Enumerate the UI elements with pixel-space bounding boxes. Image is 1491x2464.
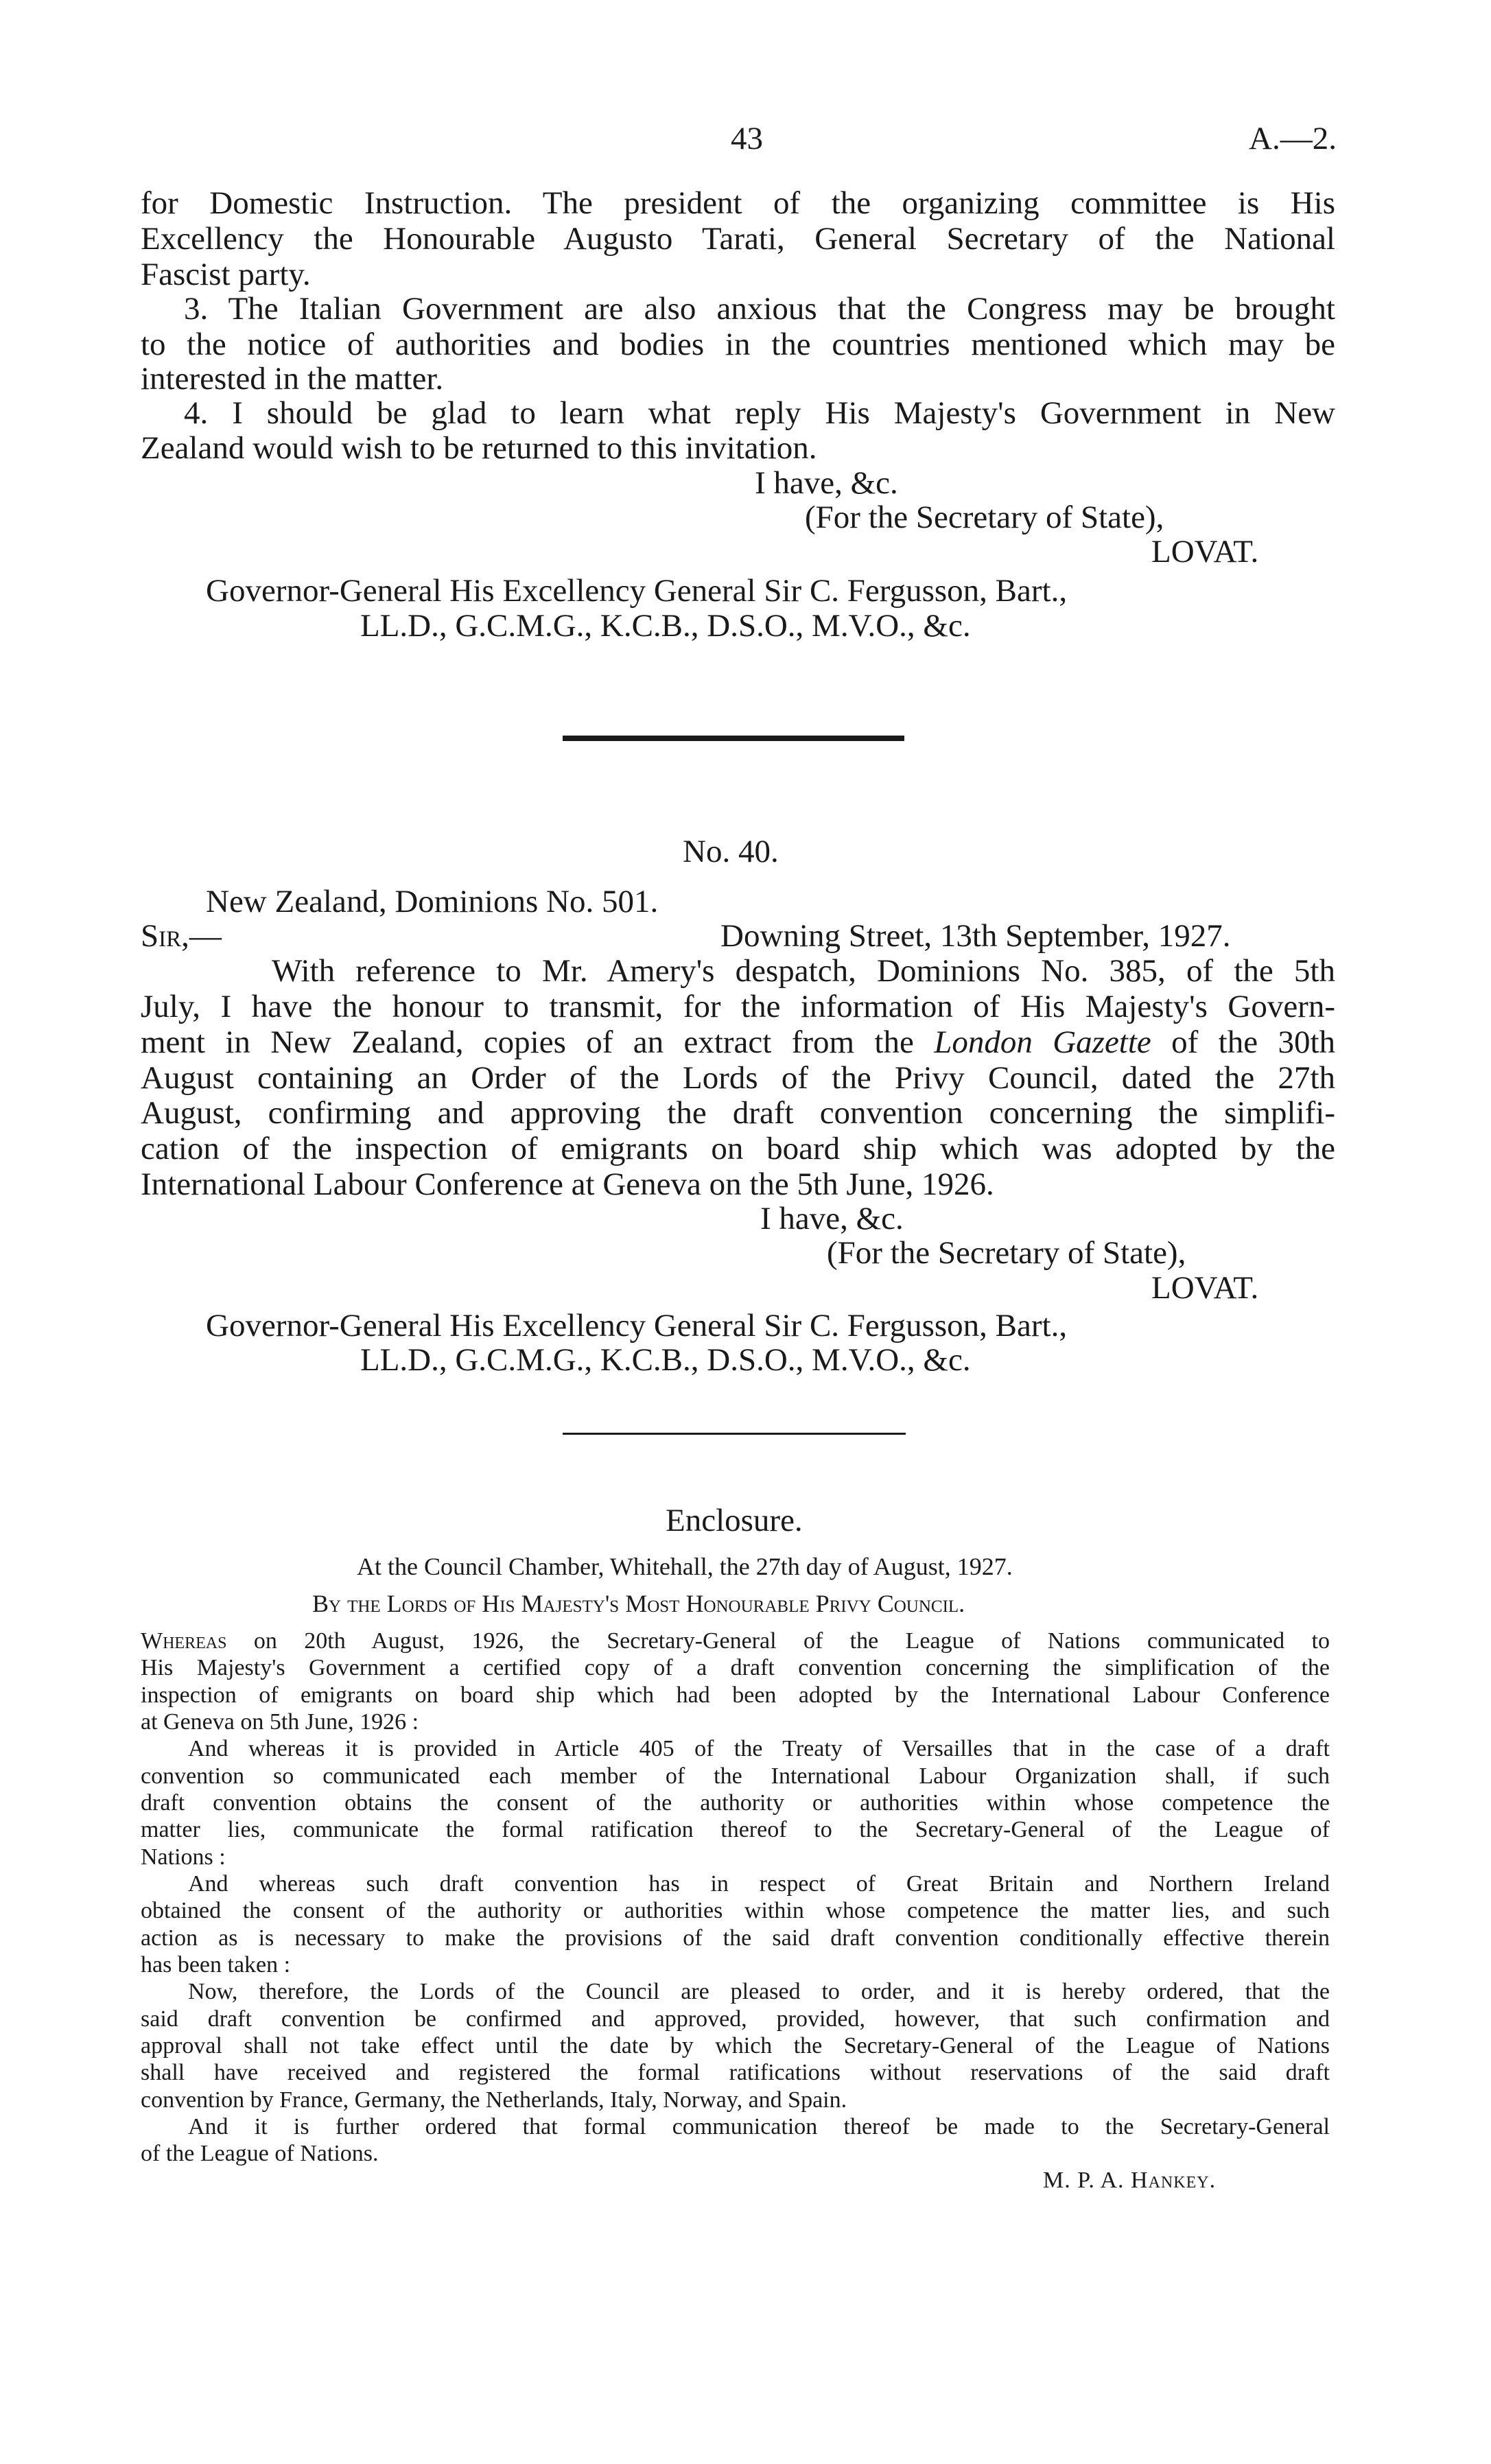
enclosure-title: Enclosure.: [666, 1503, 803, 1538]
paragraph-line: Nations :: [141, 1844, 226, 1870]
paragraph-line: draft convention obtains the consent of the authority or authorities within whose competence the: [141, 1790, 1330, 1816]
page-number: 43: [731, 121, 763, 156]
paragraph-line: shall have received and registered the formal ratifications without reservations of the said draft: [141, 2060, 1330, 2085]
closing: I have, &c.: [760, 1201, 904, 1236]
paragraph-line: Now, therefore, the Lords of the Council are pleased to order, and it is hereby ordered, that the: [188, 1979, 1330, 2004]
paragraph-line: 4. I should be glad to learn what reply His Majesty's Government in New: [184, 395, 1335, 431]
paragraph-line: July, I have the honour to transmit, for the information of His Majesty's Govern-: [141, 989, 1335, 1024]
paragraph-line: And it is further ordered that formal communication thereof be made to the Secretary-General: [188, 2114, 1330, 2139]
paragraph-line: And whereas it is provided in Article 405 of the Treaty of Versailles that in the case of a draft: [188, 1736, 1330, 1761]
section-divider: [563, 736, 904, 741]
signature: LOVAT.: [1151, 1270, 1259, 1306]
paragraph-line: Fascist party.: [141, 257, 311, 292]
paragraph-line: His Majesty's Government a certified copy of a draft convention concerning the simplification of the: [141, 1655, 1330, 1680]
paragraph-line: Zealand would wish to be returned to this invitation.: [141, 430, 817, 466]
paragraph-line: convention so communicated each member of the International Labour Organization shall, if such: [141, 1763, 1330, 1789]
place-date: Downing Street, 13th September, 1927.: [720, 918, 1231, 954]
paragraph-line: at Geneva on 5th June, 1926 :: [141, 1709, 419, 1735]
paragraph-line: [141, 1628, 1330, 1654]
paragraph-line: convention by France, Germany, the Netherlands, Italy, Norway, and Spain.: [141, 2087, 847, 2113]
paragraph-line: approval shall not take effect until the date by which the Secretary-General of the League of Nations: [141, 2033, 1330, 2058]
addressee-titles: LL.D., G.C.M.G., K.C.B., D.S.O., M.V.O., &c.: [360, 608, 971, 644]
paragraph-line: obtained the consent of the authority or authorities within whose competence the matter lies, and such: [141, 1898, 1330, 1923]
paragraph-line: interested in the matter.: [141, 361, 444, 397]
paragraph-line: cation of the inspection of emigrants on board ship which was adopted by the: [141, 1131, 1335, 1166]
gazette-title: London Gazette: [934, 1024, 1151, 1060]
text-run: of the 30th: [1171, 1024, 1336, 1060]
paragraph-line: to the notice of authorities and bodies in the countries mentioned which may be: [141, 327, 1335, 362]
text-run: ment in New Zealand, copies of an extract from the: [141, 1024, 914, 1060]
enclosure-dateline: At the Council Chamber, Whitehall, the 27th day of August, 1927.: [357, 1553, 1013, 1580]
closing: I have, &c.: [755, 465, 898, 501]
paragraph-line: said draft convention be confirmed and approved, provided, however, that such confirmation and: [141, 2006, 1330, 2032]
paragraph-line: for Domestic Instruction. The president of the organizing committee is His: [141, 185, 1335, 221]
letter-number: No. 40.: [683, 834, 779, 869]
paragraph-line: And whereas such draft convention has in respect of Great Britain and Northern Ireland: [188, 1871, 1330, 1897]
for-secretary: (For the Secretary of State),: [827, 1235, 1186, 1271]
enclosure-signature: M. P. A. Hankey.: [1043, 2168, 1217, 2193]
for-secretary: (For the Secretary of State),: [805, 500, 1164, 535]
signature: LOVAT.: [1151, 534, 1259, 570]
report-code: A.—2.: [1249, 121, 1337, 156]
whereas-lead: Whereas: [141, 1628, 227, 1654]
enclosure-authority: By the Lords of His Majesty's Most Honourable Privy Council.: [312, 1590, 965, 1617]
paragraph-line: Excellency the Honourable Augusto Tarati, General Secretary of the National: [141, 221, 1335, 257]
addressee-titles: LL.D., G.C.M.G., K.C.B., D.S.O., M.V.O., &c.: [360, 1342, 971, 1378]
paragraph-line: 3. The Italian Government are also anxious that the Congress may be brought: [184, 291, 1335, 327]
paragraph-line: August, confirming and approving the draft convention concerning the simplifi-: [141, 1095, 1335, 1131]
text-run: on 20th August, 1926, the Secretary-General of the League of Nations communicated to: [253, 1628, 1330, 1654]
paragraph-line: has been taken :: [141, 1952, 291, 1978]
paragraph-line: International Labour Conference at Geneva on the 5th June, 1926.: [141, 1166, 994, 1202]
addressee: Governor-General His Excellency General Sir C. Fergusson, Bart.,: [206, 573, 1068, 609]
dispatch-reference: New Zealand, Dominions No. 501.: [206, 884, 659, 919]
paragraph-line: action as is necessary to make the provisions of the said draft convention conditionally effective therein: [141, 1925, 1330, 1951]
addressee: Governor-General His Excellency General Sir C. Fergusson, Bart.,: [206, 1308, 1068, 1344]
section-divider: [563, 1433, 906, 1435]
salutation: Sir,—: [141, 918, 222, 954]
paragraph-line: of the League of Nations.: [141, 2141, 379, 2166]
paragraph-line: With reference to Mr. Amery's despatch, Dominions No. 385, of the 5th: [272, 953, 1335, 989]
paragraph-line: [141, 1024, 1335, 1060]
paragraph-line: matter lies, communicate the formal ratification thereof to the Secretary-General of the League of: [141, 1817, 1330, 1842]
paragraph-line: inspection of emigrants on board ship which had been adopted by the International Labour Conference: [141, 1682, 1330, 1708]
paragraph-line: August containing an Order of the Lords of the Privy Council, dated the 27th: [141, 1060, 1335, 1096]
